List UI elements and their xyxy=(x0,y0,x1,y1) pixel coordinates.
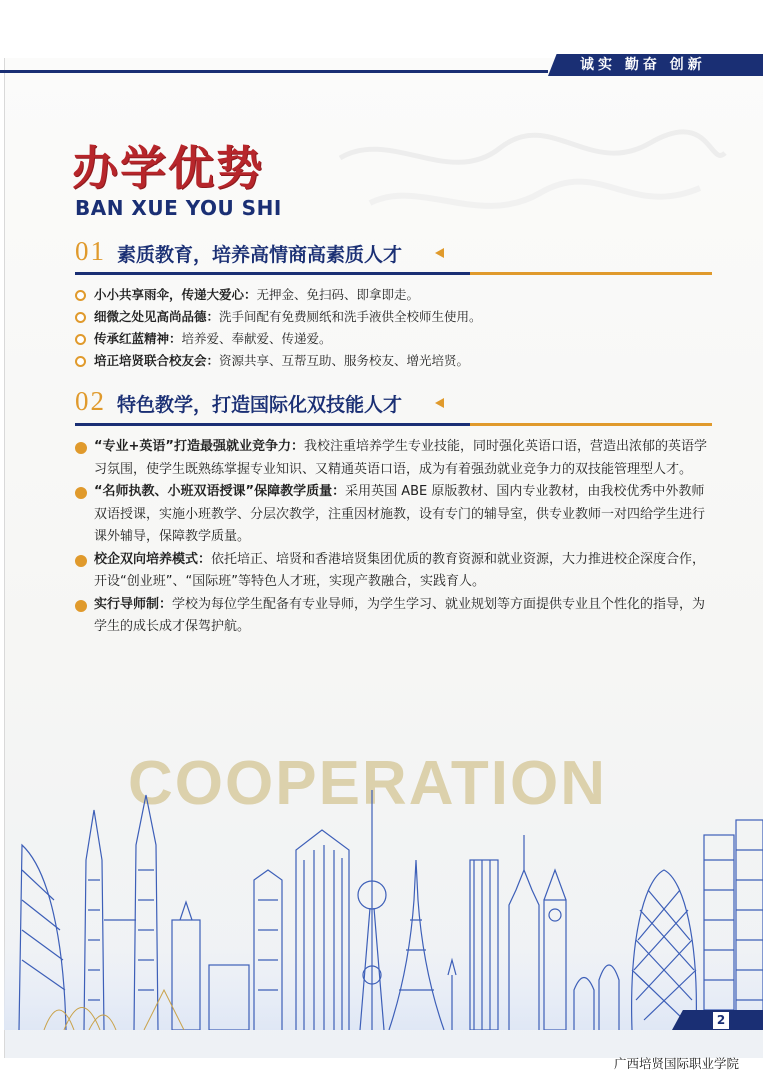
list-item: 培正培贤联合校友会：资源共享、互帮互助、服务校友、增光培贤。 xyxy=(75,350,715,372)
section-number: 02 xyxy=(75,386,106,416)
list-item: 实行导师制：学校为每位学生配备有专业导师，为学生学习、就业规划等方面提供专业且个性化的指导，为学生的成长成才保驾护航。 xyxy=(75,594,715,639)
list-item: “名师执教、小班双语授课”保障教学质量：采用英国 ABE 原版教材、国内专业教材，由我校优秀中外教师双语授课，实施小班教学、分层次教学，注重因材施教，设有专门的辅导室，供专业教师一对四给学生进行课外辅导，保障教学质量。 xyxy=(75,481,715,549)
section-rule xyxy=(75,272,712,275)
list-item: 校企双向培养模式：依托培正、培贤和香港培贤集团优质的教育资源和就业资源，大力推进校企深度合作，开设“创业班”、“国际班”等特色人才班，实现产教融合，实践育人。 xyxy=(75,549,715,594)
bullet-ring-icon xyxy=(75,356,86,367)
top-rule xyxy=(0,70,548,73)
section-01-list xyxy=(75,284,715,372)
bullet-dot-icon xyxy=(75,600,87,612)
background-script-watermark xyxy=(330,118,730,238)
page-number: 2 xyxy=(713,1012,729,1029)
bullet-ring-icon xyxy=(75,312,86,323)
arrow-left-icon xyxy=(435,248,444,258)
list-item: 传承红蓝精神：培养爱、奉献爱、传递爱。 xyxy=(75,328,715,350)
bullet-dot-icon xyxy=(75,487,87,499)
bullet-ring-icon xyxy=(75,290,86,301)
section-title: 特色教学，打造国际化双技能人才 xyxy=(117,394,403,416)
list-item: 小小共享雨伞，传递大爱心：无押金、免扫码、即拿即走。 xyxy=(75,284,715,306)
page-title-pinyin: BAN XUE YOU SHI xyxy=(75,196,282,220)
city-skyline-illustration xyxy=(4,790,763,1030)
bullet-dot-icon xyxy=(75,555,87,567)
section-title: 素质教育，培养高情商高素质人才 xyxy=(117,244,403,266)
bullet-ring-icon xyxy=(75,334,86,345)
list-item: “专业+英语”打造最强就业竞争力：我校注重培养学生专业技能，同时强化英语口语，营造出浓郁的英语学习氛围，使学生既熟练掌握专业知识、又精通英语口语，成为有着强劲就业竞争力的双技能管理型人才。 xyxy=(75,436,715,481)
cooperation-wordmark: COOPERATION xyxy=(128,749,607,818)
motto-text: 诚实 勤奋 创新 xyxy=(580,57,706,73)
section-number: 01 xyxy=(75,236,106,266)
bullet-dot-icon xyxy=(75,442,87,454)
section-02-list xyxy=(75,436,715,639)
list-item: 细微之处见高尚品德：洗手间配有免费厕纸和洗手液供全校师生使用。 xyxy=(75,306,715,328)
arrow-left-icon xyxy=(435,398,444,408)
page-title: 办学优势 xyxy=(72,141,264,195)
section-rule xyxy=(75,423,712,426)
source-caption: 广西培贤国际职业学院 xyxy=(614,1056,740,1071)
